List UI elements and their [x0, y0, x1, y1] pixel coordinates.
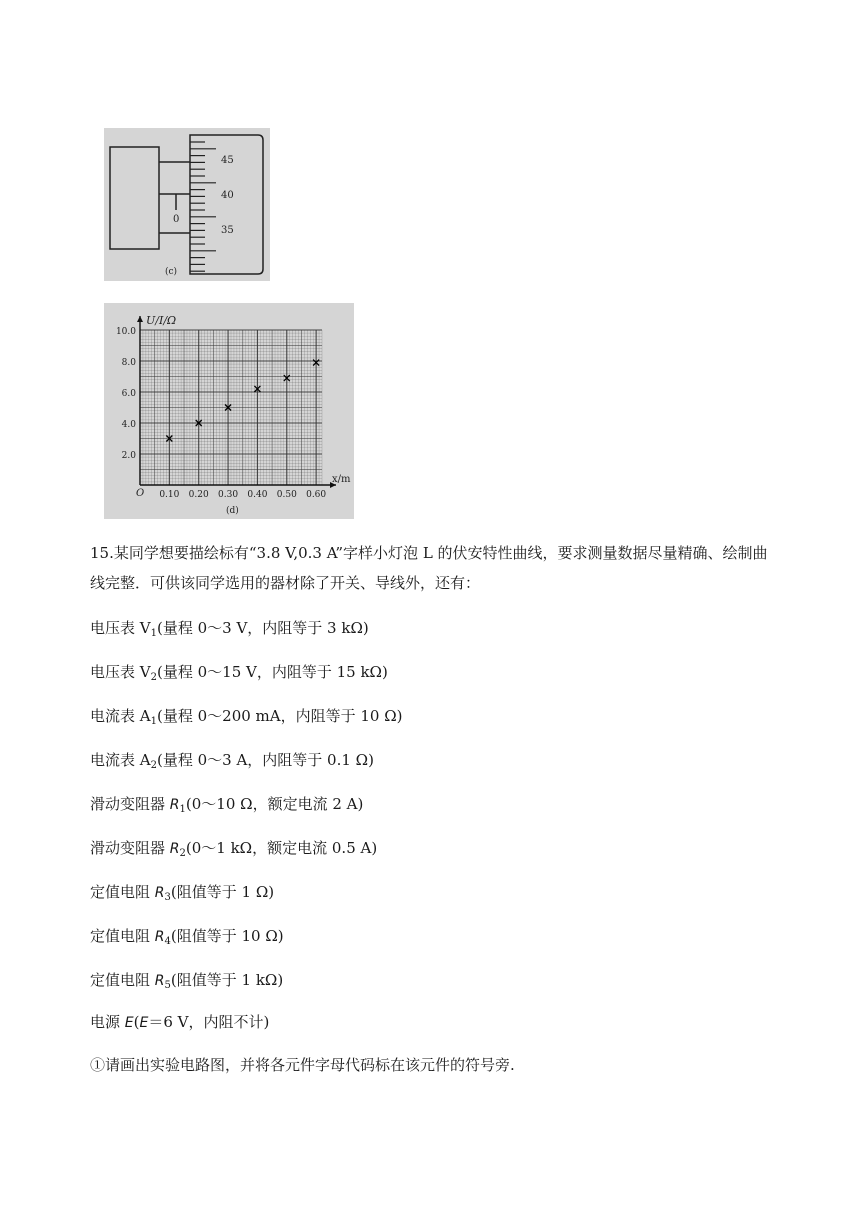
equipment-spec: (阻值等于 1 kΩ) — [170, 971, 284, 989]
equipment-subscript: 4 — [164, 936, 171, 947]
equipment-subscript: 1 — [150, 716, 157, 727]
thimble-label-45: 45 — [221, 155, 234, 166]
power-source-rest: ＝6 V，内阻不计) — [148, 1013, 270, 1031]
x-tick-label: 0.10 — [159, 490, 180, 500]
equipment-item — [90, 970, 283, 991]
equipment-item — [90, 926, 284, 947]
equipment-subscript: 2 — [150, 672, 157, 683]
equipment-symbol: R — [154, 885, 165, 901]
equipment-item — [90, 618, 369, 638]
equipment-prefix: 电流表 A — [90, 707, 151, 725]
equipment-spec: (量程 0～200 mA，内阻等于 10 Ω) — [156, 707, 403, 725]
equipment-item — [90, 750, 374, 770]
power-source-open: ( — [133, 1013, 140, 1031]
equipment-prefix: 电压表 V — [90, 663, 151, 681]
equipment-spec: (量程 0～15 V，内阻等于 15 kΩ) — [156, 663, 388, 681]
resistance-length-chart — [104, 303, 354, 519]
power-source-item — [90, 1012, 269, 1033]
equipment-subscript: 2 — [150, 760, 157, 771]
equipment-spec: (量程 0～3 A，内阻等于 0.1 Ω) — [156, 751, 374, 769]
micrometer-diagram — [104, 128, 270, 281]
thimble-label-35: 35 — [221, 225, 234, 236]
equipment-symbol: R — [154, 929, 165, 945]
figure-d-chart — [104, 303, 354, 519]
power-source-var: E — [124, 1015, 134, 1031]
x-tick-label: 0.50 — [276, 490, 297, 500]
x-tick-label: 0.30 — [218, 490, 239, 500]
x-tick-label: 0.20 — [188, 490, 209, 500]
equipment-item — [90, 662, 388, 682]
equipment-prefix: 定值电阻 — [90, 971, 155, 989]
figure-d-caption: (d) — [226, 506, 239, 516]
equipment-subscript: 1 — [150, 628, 157, 639]
equipment-spec: (量程 0～3 V，内阻等于 3 kΩ) — [156, 619, 369, 637]
equipment-item — [90, 794, 363, 815]
equipment-spec: (阻值等于 10 Ω) — [170, 927, 284, 945]
equipment-prefix: 电流表 A — [90, 751, 151, 769]
equipment-item — [90, 706, 403, 726]
sleeve-zero-label: 0 — [173, 214, 180, 225]
equipment-spec: (0～1 kΩ，额定电流 0.5 A) — [185, 839, 378, 857]
chart-tick-labels — [116, 327, 326, 500]
power-source-prefix: 电源 — [90, 1013, 125, 1031]
y-tick-label: 4.0 — [121, 420, 136, 430]
equipment-prefix: 定值电阻 — [90, 883, 155, 901]
figure-c-micrometer — [104, 128, 270, 281]
equipment-subscript: 5 — [164, 980, 171, 991]
y-tick-label: 2.0 — [121, 451, 136, 461]
y-axis-arrow — [137, 316, 143, 322]
equipment-spec: (0～10 Ω，额定电流 2 A) — [185, 795, 364, 813]
chart-axes — [137, 316, 336, 488]
origin-label: O — [136, 488, 145, 499]
x-tick-label: 0.40 — [247, 490, 268, 500]
equipment-symbol: R — [169, 797, 180, 813]
equipment-subscript: 3 — [164, 892, 171, 903]
equipment-prefix: 滑动变阻器 — [90, 795, 170, 813]
x-tick-label: 0.60 — [306, 490, 327, 500]
thimble-label-40: 40 — [221, 190, 234, 201]
equipment-item — [90, 838, 377, 859]
micrometer-frame — [110, 147, 159, 249]
y-tick-label: 8.0 — [121, 358, 136, 368]
figure-c-caption: (c) — [165, 267, 178, 277]
power-source-var-2: E — [139, 1015, 149, 1031]
question-15-intro: 15.某同学想要描绘标有“3.8 V,0.3 A”字样小灯泡 L 的伏安特性曲线，要求测量数据尽量精确、绘制曲线完整．可供该同学选用的器材除了开关、导线外，还有： — [90, 544, 768, 592]
equipment-symbol: R — [169, 841, 180, 857]
task-1-prompt: ①请画出实验电路图，并将各元件字母代码标在该元件的符号旁. — [90, 1056, 515, 1074]
equipment-spec: (阻值等于 1 Ω) — [170, 883, 275, 901]
y-tick-label: 6.0 — [121, 389, 136, 399]
y-axis-label: U/I/Ω — [146, 314, 177, 327]
x-axis-label: x/m — [332, 474, 351, 485]
equipment-item — [90, 882, 274, 903]
equipment-subscript: 2 — [179, 848, 186, 859]
equipment-prefix: 定值电阻 — [90, 927, 155, 945]
equipment-prefix: 电压表 V — [90, 619, 151, 637]
chart-grid — [140, 330, 322, 485]
y-tick-label: 10.0 — [115, 327, 136, 337]
equipment-subscript: 1 — [179, 804, 186, 815]
equipment-symbol: R — [154, 973, 165, 989]
equipment-prefix: 滑动变阻器 — [90, 839, 170, 857]
